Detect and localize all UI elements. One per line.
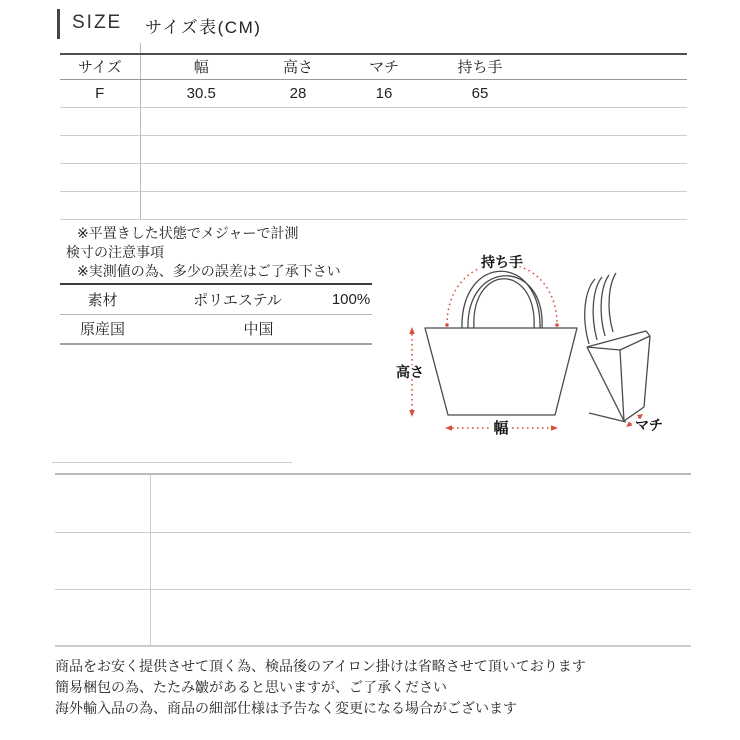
size-cell-handle: 65 xyxy=(434,79,526,107)
footer-notices xyxy=(55,656,586,719)
spec-table xyxy=(60,283,372,345)
size-empty-row xyxy=(60,163,687,191)
header-accent-bar xyxy=(57,9,60,39)
size-cell-gusset: 16 xyxy=(334,79,434,107)
size-cell-width: 30.5 xyxy=(140,79,262,107)
side-bag-handle-line xyxy=(601,275,609,336)
col-header-width: 幅 xyxy=(140,54,262,79)
size-table xyxy=(60,53,687,220)
size-empty-row xyxy=(60,107,687,135)
measurement-notes xyxy=(66,224,341,281)
origin-value: 中国 xyxy=(145,314,372,344)
detail-empty-row xyxy=(55,474,691,532)
bag-front-outline xyxy=(425,328,577,415)
size-cell-height: 28 xyxy=(262,79,334,107)
size-empty-row xyxy=(60,135,687,163)
note-measure-method: ※平置きした状態でメジャーで計測 xyxy=(77,225,299,241)
size-cell-filler xyxy=(526,79,687,107)
origin-label: 原産国 xyxy=(60,314,145,344)
gusset-measure-label: マチ xyxy=(635,417,663,433)
side-bag-handle-line xyxy=(609,273,616,332)
handle-measure-arc xyxy=(447,264,557,326)
note-tolerance: ※実測値の為、多少の誤差はご了承下さい xyxy=(77,263,341,279)
size-cell-size: F xyxy=(60,79,140,107)
page-title: サイズ表(CM) xyxy=(145,18,262,37)
col-header-size: サイズ xyxy=(60,54,140,79)
width-measure-label: 幅 xyxy=(493,420,509,437)
material-percent: 100% xyxy=(330,284,372,314)
detail-table xyxy=(55,473,691,647)
material-value: ポリエステル xyxy=(145,284,330,314)
col-header-handle: 持ち手 xyxy=(434,54,526,79)
footer-notice-line: 海外輸入品の為、商品の細部仕様は予告なく変更になる場合がございます xyxy=(55,700,517,716)
divider-line xyxy=(52,462,292,463)
bag-handle-line xyxy=(474,279,534,329)
header-size-label: SIZE xyxy=(72,12,123,33)
footer-notice-line: 商品をお安く提供させて頂く為、検品後のアイロン掛けは省略させて頂いております xyxy=(55,658,586,674)
bag-measurement-diagram xyxy=(380,240,690,450)
size-table-header-row xyxy=(60,54,687,79)
size-empty-row xyxy=(60,191,687,219)
spec-row-material xyxy=(60,284,372,314)
size-row-f xyxy=(60,79,687,107)
handle-measure-label: 持ち手 xyxy=(481,254,523,270)
material-label: 素材 xyxy=(60,284,145,314)
footer-notice-line: 簡易梱包の為、たたみ皺があると思いますが、ご了承ください xyxy=(55,679,447,695)
col-header-filler xyxy=(526,54,687,79)
column-divider-tick xyxy=(140,43,141,53)
height-measure-label: 高さ xyxy=(396,364,424,380)
spec-row-origin xyxy=(60,314,372,344)
detail-empty-row xyxy=(55,589,691,646)
col-header-height: 高さ xyxy=(262,54,334,79)
col-header-gusset: マチ xyxy=(334,54,434,79)
note-caution-label: 検寸の注意事項 xyxy=(66,244,164,260)
detail-empty-row xyxy=(55,532,691,589)
